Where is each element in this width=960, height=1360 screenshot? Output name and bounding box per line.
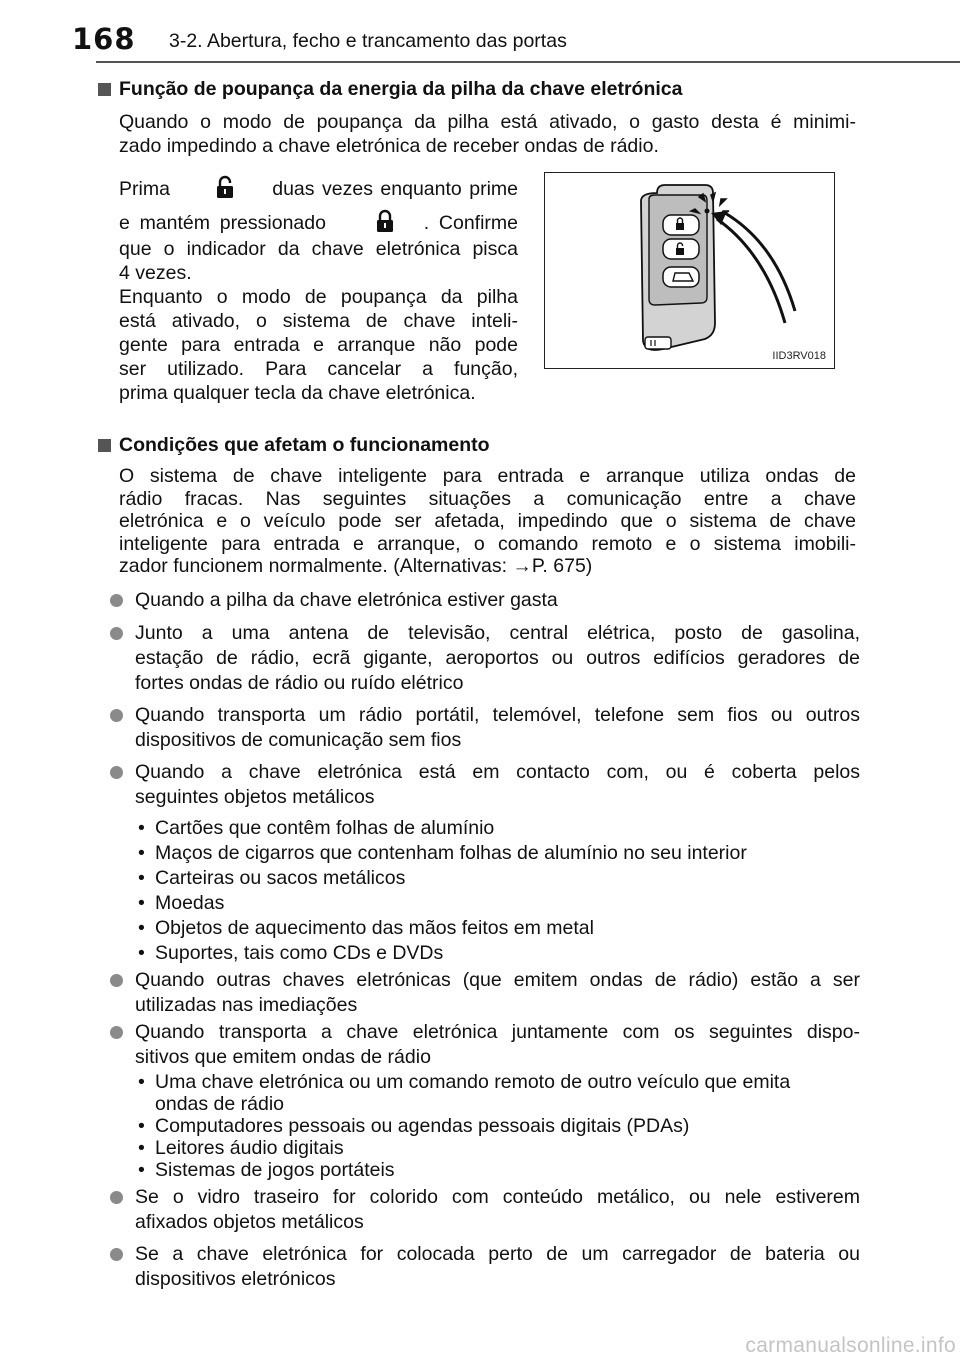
text-line: está ativado, o sistema de chave inteli- [119, 310, 518, 332]
text-line: Quando outras chaves eletrónicas (que emitem ondas de rádio) estão a ser [135, 969, 860, 991]
sub-list-item [138, 816, 494, 841]
battery-saving-instructions [119, 175, 518, 405]
text-line: zado impedindo a chave eletrónica de receber ondas de rádio. [119, 135, 659, 157]
bullet-marker: • [138, 1137, 145, 1159]
text-fragment: duas vezes enquanto prime [272, 178, 518, 200]
text-line: Quando o modo de poupança da pilha está ativado, o gasto desta é minimi- [119, 111, 856, 133]
sub-list-item [138, 841, 747, 866]
text-line: Quando transporta a chave eletrónica juntamente com os seguintes dispo- [135, 1021, 860, 1043]
text-line: Se o vidro traseiro for colorido com conteúdo metálico, ou nele estiverem [135, 1186, 860, 1208]
text-line: estação de rádio, ecrã gigante, aeroportos ou outros edifícios geradores de [135, 647, 860, 669]
text-line: O sistema de chave inteligente para entrada e arranque utiliza ondas de [119, 465, 856, 487]
bullet-marker: • [138, 917, 145, 939]
text-line: rádio fracas. Nas seguintes situações a comunicação entre a chave [119, 487, 856, 510]
page-header [0, 0, 960, 66]
bullet-dot-icon [110, 1248, 123, 1261]
sub-list-item [138, 1115, 689, 1137]
text-line: que o indicador da chave eletrónica pisca [119, 238, 518, 260]
text-line: Maços de cigarros que contenham folhas de alumínio no seu interior [155, 842, 747, 864]
sub-list-item [138, 1071, 790, 1115]
text-line: Se a chave eletrónica for colocada perto de um carregador de bateria ou [135, 1243, 860, 1265]
text-line: fortes ondas de rádio ou ruído elétrico [135, 672, 464, 694]
text-line: utilizadas nas imediações [135, 994, 358, 1016]
text-line: Objetos de aquecimento das mãos feitos em metal [155, 917, 594, 939]
bullet-dot-icon [110, 766, 123, 779]
text-line: Carteiras ou sacos metálicos [155, 867, 406, 889]
heading-battery-saving [98, 78, 683, 101]
text-line: Sistemas de jogos portáteis [155, 1159, 395, 1181]
bullet-marker: • [138, 942, 145, 964]
text-line: Quando a pilha da chave eletrónica estiver gasta [135, 589, 558, 611]
text-fragment: . Confirme [423, 212, 518, 234]
text-line: Enquanto o modo de poupança da pilha [119, 286, 518, 308]
text-line: Leitores áudio digitais [155, 1137, 344, 1159]
figure-code: IID3RV018 [772, 350, 826, 362]
watermark: carmanualsonline.info [745, 1334, 956, 1357]
electronic-key-figure [544, 172, 835, 369]
text-line: Junto a uma antena de televisão, central elétrica, posto de gasolina, [135, 622, 860, 644]
text-line: zador funcionem normalmente. (Alternativas: →P. 675) [119, 555, 593, 577]
bullet-dot-icon [110, 1026, 123, 1039]
bullet-marker: • [138, 1115, 145, 1137]
list-item [110, 703, 860, 753]
header-divider [96, 61, 960, 63]
bullet-dot-icon [110, 594, 123, 607]
heading-text: Função de poupança da energia da pilha da chave eletrónica [119, 78, 683, 100]
bullet-marker: • [138, 842, 145, 864]
text-line: eletrónica e o veículo pode ser afetada, impedindo que o sistema de chave [119, 510, 856, 532]
text-fragment: Prima [119, 178, 170, 200]
list-item [110, 760, 860, 810]
text-line: Suportes, tais como CDs e DVDs [155, 942, 444, 964]
heading-conditions [98, 434, 490, 457]
text-line: sitivos que emitem ondas de rádio [135, 1046, 431, 1068]
sub-list-item [138, 941, 443, 966]
battery-saving-intro [119, 110, 856, 158]
sub-list-item [138, 916, 594, 941]
bullet-dot-icon [110, 1191, 123, 1204]
square-bullet-icon [98, 83, 111, 96]
bullet-dot-icon [110, 627, 123, 640]
text-line: 4 vezes. [119, 262, 192, 284]
page-number: 168 [72, 22, 136, 56]
text-line: ondas de rádio [155, 1093, 285, 1115]
list-item [110, 621, 860, 696]
section-title: 3-2. Abertura, fecho e trancamento das portas [169, 30, 567, 52]
bullet-marker: • [138, 817, 145, 839]
bullet-marker: • [138, 1071, 145, 1093]
square-bullet-icon [98, 439, 111, 452]
text-line: Quando a chave eletrónica está em contacto com, ou é coberta pelos [135, 761, 860, 783]
bullet-dot-icon [110, 709, 123, 722]
bullet-marker: • [138, 1159, 145, 1181]
text-line: Cartões que contêm folhas de alumínio [155, 817, 495, 839]
lock-icon [375, 209, 395, 233]
list-item [110, 1242, 860, 1292]
list-item [110, 1020, 860, 1070]
conditions-paragraph [119, 465, 856, 578]
list-item [110, 588, 860, 613]
text-line: prima qualquer tecla da chave eletrónica. [119, 382, 476, 404]
list-item [110, 1185, 860, 1235]
text-line: ser utilizado. Para cancelar a função, [119, 358, 518, 380]
text-line: Uma chave eletrónica ou um comando remoto de outro veículo que emita [155, 1071, 791, 1093]
text-line [119, 209, 518, 235]
sub-list-item [138, 891, 224, 916]
text-line: seguintes objetos metálicos [135, 786, 375, 808]
sub-list-item [138, 1159, 395, 1181]
text-line [119, 175, 518, 201]
lock-icon [215, 175, 235, 199]
heading-text: Condições que afetam o funcionamento [119, 434, 490, 456]
bullet-marker: • [138, 892, 145, 914]
text-line: afixados objetos metálicos [135, 1211, 364, 1233]
electronic-key-illustration [545, 173, 833, 367]
bullet-dot-icon [110, 974, 123, 987]
sub-list-item [138, 866, 405, 891]
text-line: gente para entrada e arranque não pode [119, 334, 518, 356]
text-line: Computadores pessoais ou agendas pessoais digitais (PDAs) [155, 1115, 690, 1137]
list-item [110, 968, 860, 1018]
text-fragment: e mantém pressionado [119, 212, 326, 234]
text-line: Quando transporta um rádio portátil, telemóvel, telefone sem fios ou outros [135, 704, 860, 726]
text-line: Moedas [155, 892, 225, 914]
text-line: dispositivos de comunicação sem fios [135, 729, 462, 751]
text-line: inteligente para entrada e arranque, o comando remoto e o sistema imobili- [119, 532, 856, 555]
text-line: dispositivos eletrónicos [135, 1268, 336, 1290]
sub-list-item [138, 1137, 344, 1159]
bullet-marker: • [138, 867, 145, 889]
